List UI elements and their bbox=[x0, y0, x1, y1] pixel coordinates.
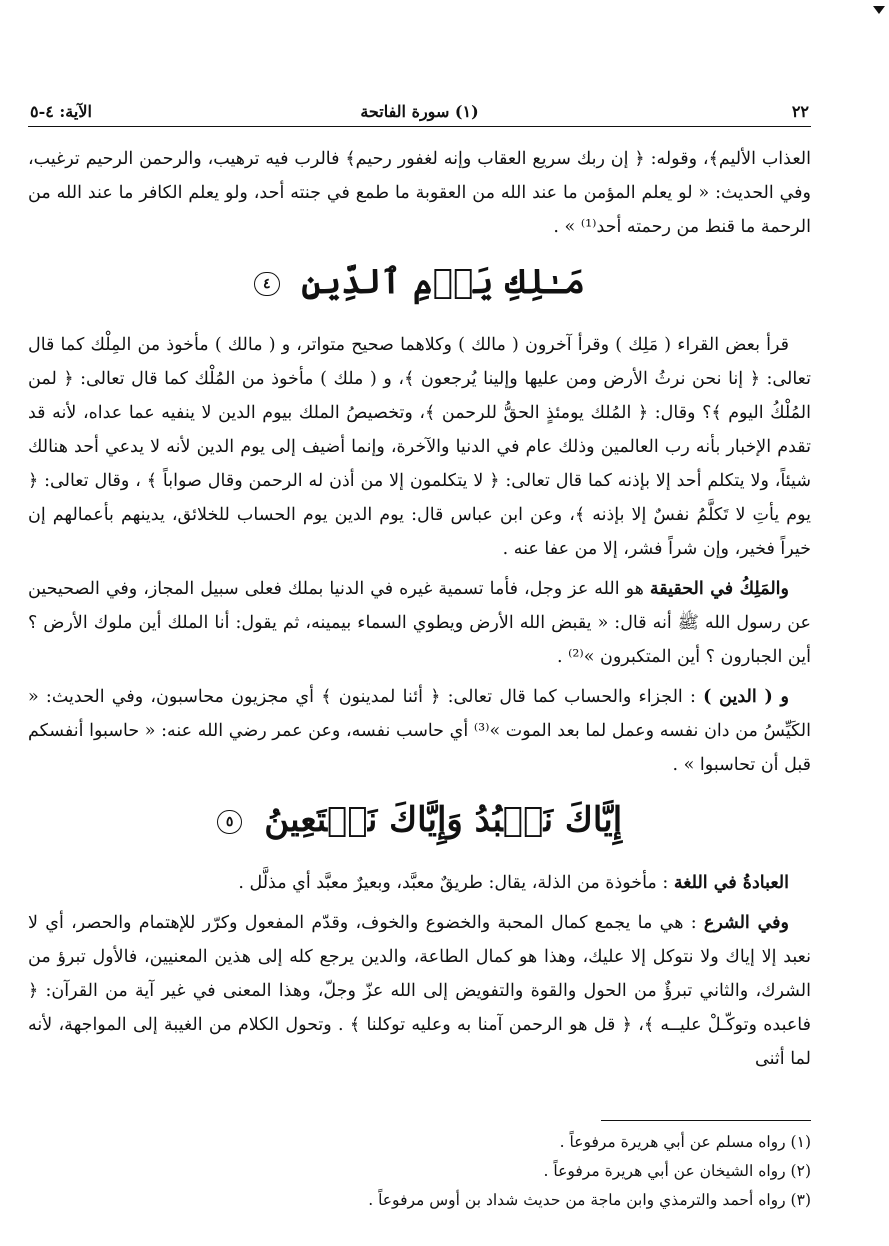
paragraph-6 bbox=[28, 906, 811, 1076]
footnote-1: (١) رواه مسلم عن أبي هريرة مرفوعاً . bbox=[559, 1133, 811, 1151]
paragraph-text: : الجزاء والحساب كما قال تعالى: ﴿ أئنا لمدينون ﴾ أي مجزيون محاسبون، وفي الحديث: « الكَيِّسُ من دان نفسه وعمل لما بعد الموت »⁽³⁾ أي حاسب نفسه، وعن عمر رضي الله عنه: « حاسبوا أنفسكم قبل أن تحاسبوا » . bbox=[28, 687, 811, 775]
paragraph-text: : هي ما يجمع كمال المحبة والخضوع والخوف، وقدّم المفعول وكرّر للإهتمام والحصر، أي لا نعبد إلا إياك ولا نتوكل إلا عليك، وهذا هو كمال الطاعة، والدين يرجع كله إلى هذين المعنيين، فالأول تبرؤ من الشرك، والثاني تبرؤٌ من الحول والقوة والتفويض إلى الله عزّ وجلّ، وهذا المعنى في غير آية من القرآن: ﴿ فاعبده وتوكّـلْ عليــه ﴾، ﴿ قل هو الرحمن آمنا به وعليه توكلنا ﴾ . وتحول الكلام من الغيبة إلى المواجهة، لأنه لما أثنى bbox=[28, 913, 811, 1069]
paragraph-text: : مأخوذة من الذلة، يقال: طريقٌ معبَّد، وبعيرٌ معبَّد أي مذلَّل . bbox=[238, 873, 674, 893]
paragraph-label: و ( الدين ) bbox=[703, 687, 789, 707]
paragraph-2: قرأ بعض القراء ( مَلِك ) وقرأ آخرون ( مالك ) وكلاهما صحيح متواتر، و ( مالك ) مأخوذ من المِلْك كما قال تعالى: ﴿ إنا نحن نرثُ الأرض ومن عليها وإلينا يُرجعون ﴾، و ( ملك ) مأخوذ من المُلْك كما قال تعالى: ﴿ لمن المُلْكُ اليوم ﴾؟ وقال: ﴿ المُلك يومئذٍ الحقُّ للرحمن ﴾، وتخصيصُ الملك بيوم الدين لا ينفيه عما عداه، لأنه قد تقدم الإخبار بأنه رب العالمين وذلك عام في الدنيا والآخرة، وإنما أضيف إلى يوم الدين لأنه لا يدعي أحد هنالك شيئاً، ولا يتكلم أحد إلا بإذنه كما قال تعالى: ﴿ لا يتكلمون إلا من أذن له الرحمن وقال صواباً ﴾ ، وقال تعالى: ﴿ يوم يأتِ لا تَكلَّمُ نفسٌ إلا بإذنه ﴾، وعن ابن عباس قال: يوم الدين يوم الحساب للخلائق، يدينهم بأعمالهم إن خيراً فخير، وإن شراً فشر، إلا من عفا عنه . bbox=[28, 335, 812, 559]
paragraph-label: والمَلِكُ في الحقيقة bbox=[649, 579, 789, 599]
footnote-2: (٢) رواه الشيخان عن أبي هريرة مرفوعاً . bbox=[543, 1162, 811, 1180]
verse-number-badge: ٥ bbox=[217, 810, 243, 834]
corner-mark bbox=[873, 6, 885, 14]
verse-heading-text: إِيَّاكَ نَعۡبُدُ وَإِيَّاكَ نَسۡتَعِينُ bbox=[264, 800, 623, 840]
paragraph-text: هو الله عز وجل، فأما تسمية غيره في الدنيا بملك فعلى سبيل المجاز، وفي الصحيحين عن رسول الله ﷺ أنه قال: « يقبض الله الأرض ويطوي السماء بيمينه، ثم يقول: أنا الملك أين ملوك الأرض ؟ أين الجبارون ؟ أين المتكبرون »⁽²⁾ . bbox=[28, 579, 811, 667]
footnote-divider bbox=[601, 1120, 811, 1121]
page-content bbox=[28, 142, 811, 1082]
verse-heading-4 bbox=[28, 254, 811, 310]
paragraph-label: العبادةُ في اللغة bbox=[673, 873, 789, 893]
paragraph-3 bbox=[28, 572, 811, 674]
page-number: ٢٢ bbox=[791, 102, 809, 121]
surah-title: (١) سورة الفاتحة bbox=[360, 102, 479, 121]
paragraph-1: العذاب الأليم﴾، وقوله: ﴿ إن ربك سريع العقاب وإنه لغفور رحيم﴾ فالرب فيه ترهيب، والرحمن الرحيم ترغيب، وفي الحديث: « لو يعلم المؤمن ما عند الله من العقوبة ما طمع في جنته أحد، ولو يعلم الكافر ما عند الله من الرحمة ما قنط من رحمته أحد⁽¹⁾ » . bbox=[28, 149, 811, 237]
footnote-3: (٣) رواه أحمد والترمذي وابن ماجة من حديث شداد بن أوس مرفوعاً . bbox=[368, 1191, 811, 1209]
verse-range: الآية: ٤-٥ bbox=[30, 102, 92, 121]
paragraph-label: وفي الشرع bbox=[703, 913, 789, 933]
paragraph-5 bbox=[28, 866, 811, 900]
verse-heading-5 bbox=[28, 792, 811, 848]
paragraph-4 bbox=[28, 680, 811, 782]
verse-heading-text: مَـٰلِكِ يَوۡمِ ٱلدِّينِ bbox=[301, 262, 585, 302]
verse-number-badge: ٤ bbox=[254, 272, 280, 296]
footnotes bbox=[28, 1128, 811, 1215]
page-header bbox=[28, 100, 811, 127]
